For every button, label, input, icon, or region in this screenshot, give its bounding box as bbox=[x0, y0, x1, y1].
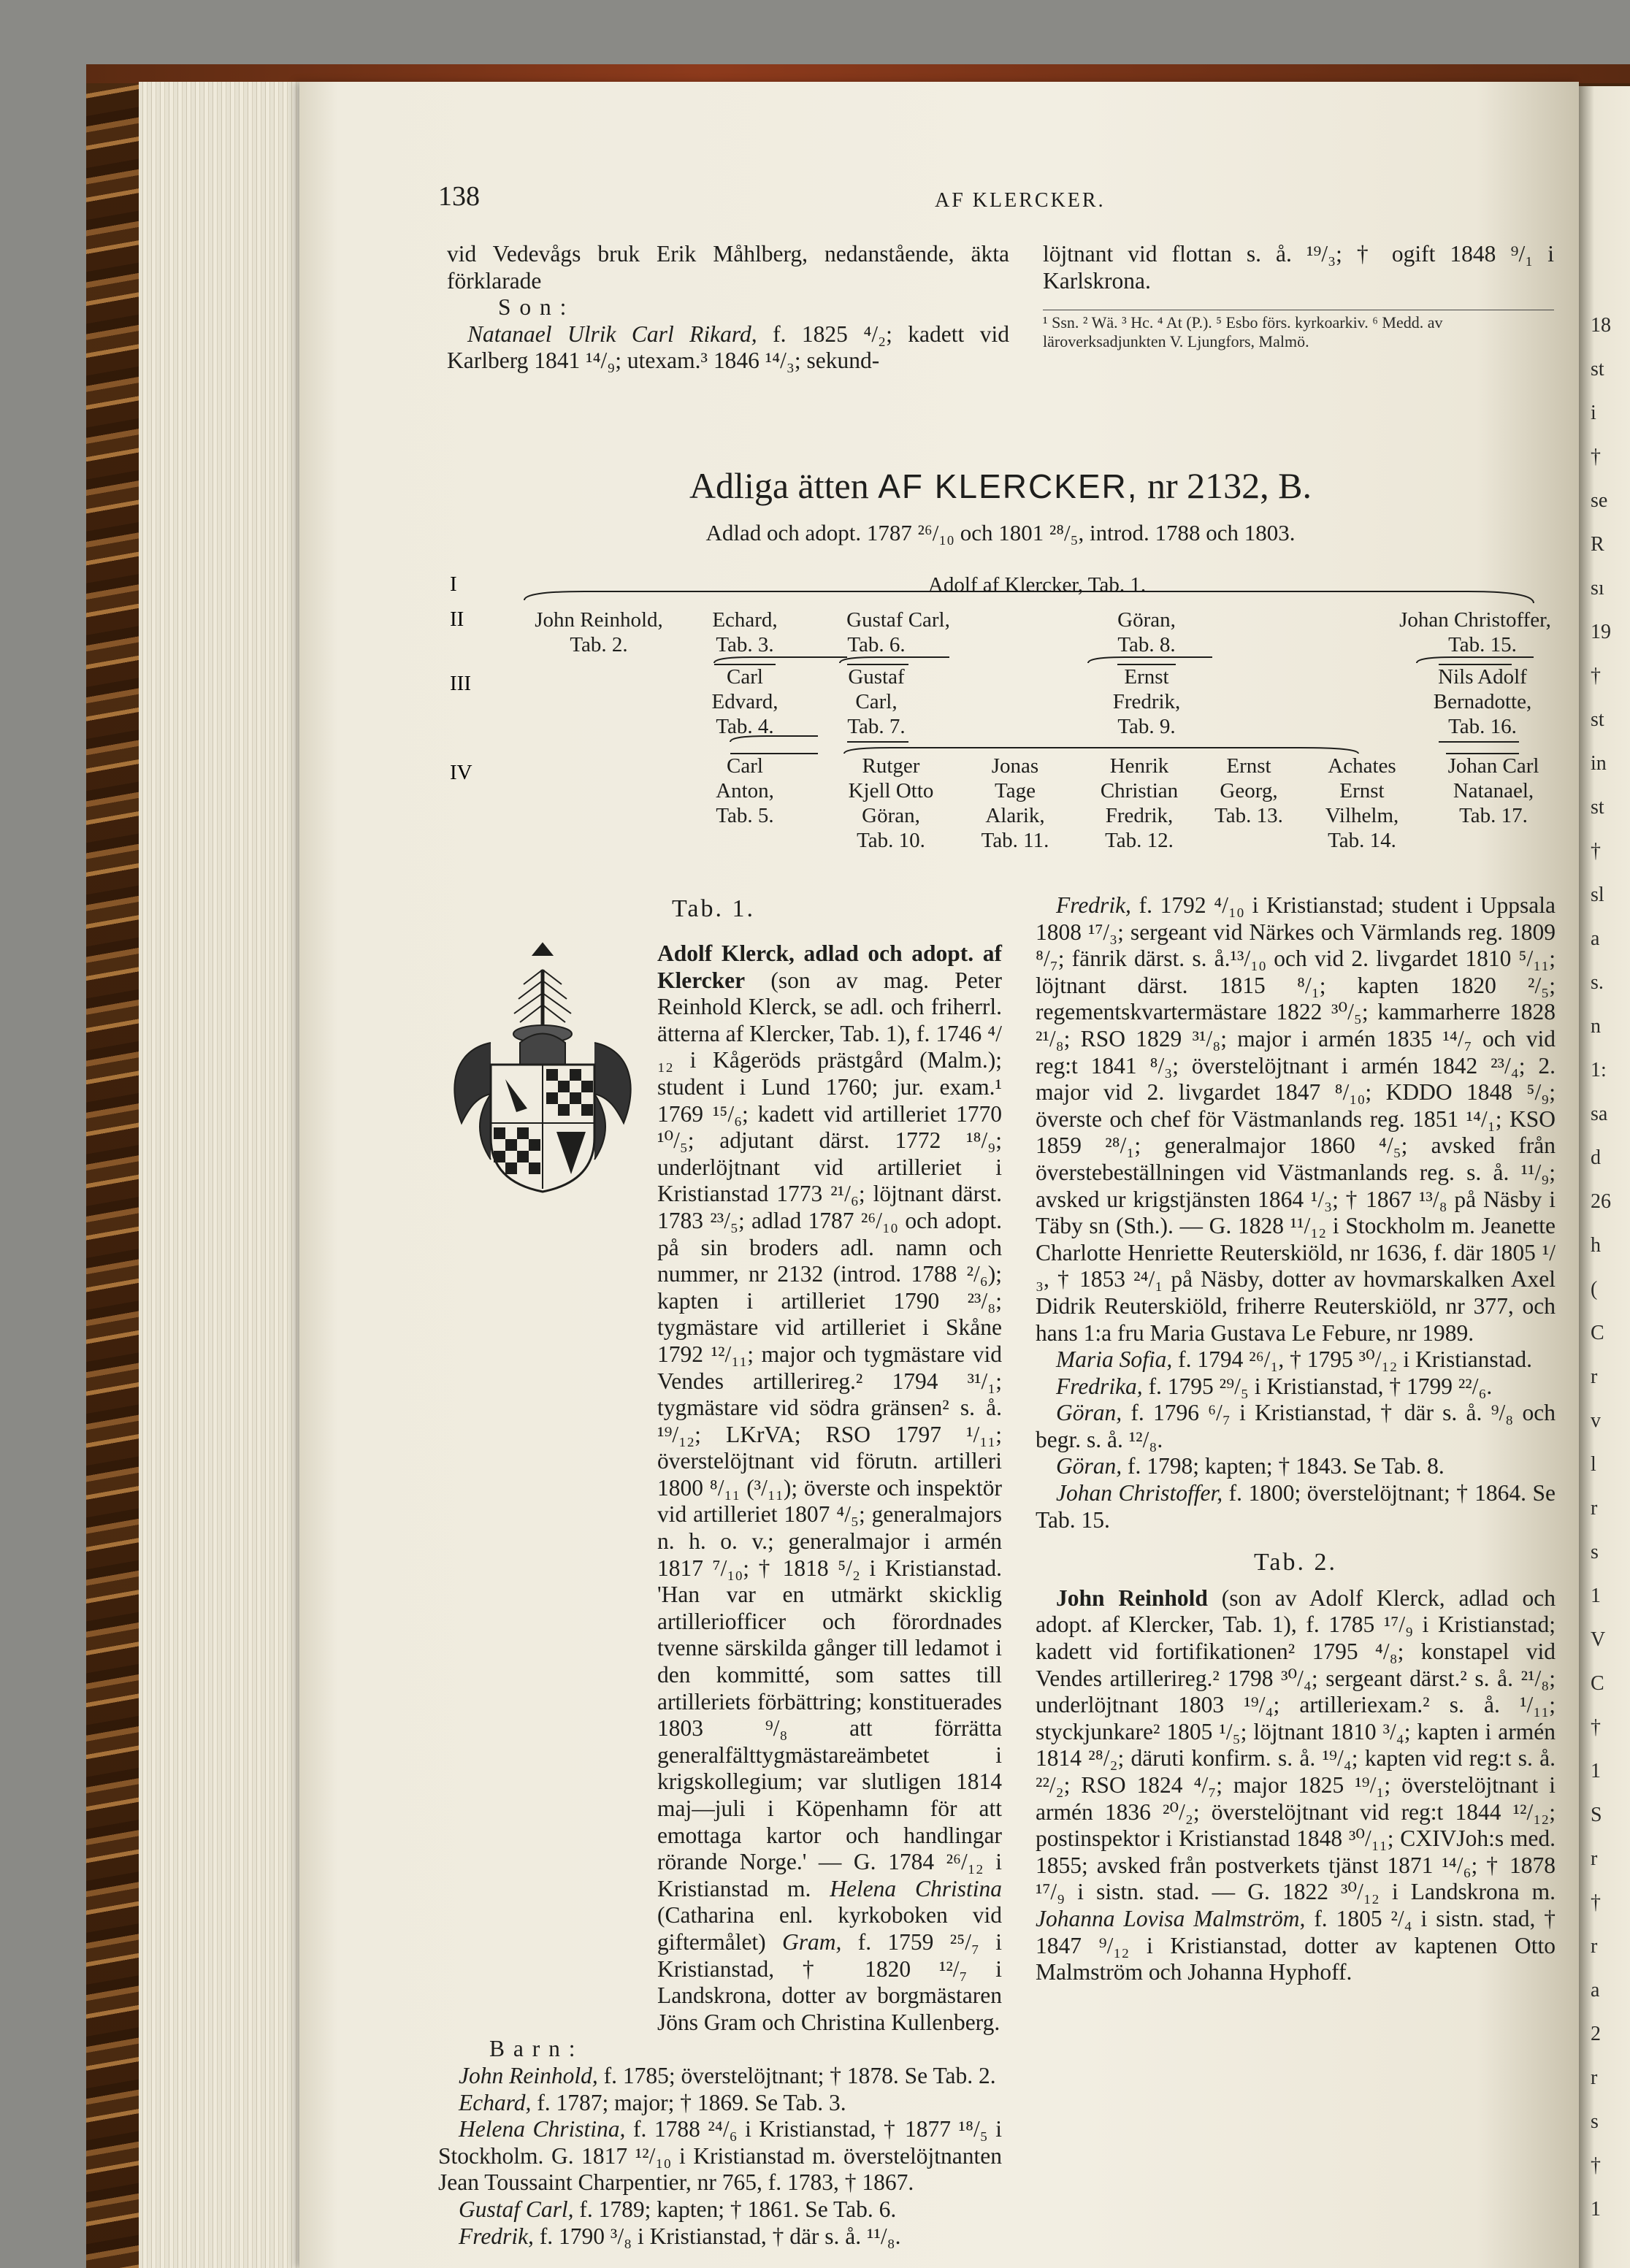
tree-tab: Tab. 10. bbox=[857, 829, 925, 852]
tab-1-wife-name: Helena Christina bbox=[830, 1875, 1002, 1901]
tree-tab: Tab. 15. bbox=[1448, 633, 1517, 656]
next-page-fragment: 1 bbox=[1591, 2198, 1601, 2221]
next-page-fragment: sı bbox=[1591, 577, 1604, 599]
next-page-fragment: 1 bbox=[1591, 1585, 1601, 1607]
tree-tab: Tab. 16. bbox=[1448, 715, 1517, 738]
tree-person: Johan Carl bbox=[1447, 754, 1539, 778]
next-page-fragment: 26 bbox=[1591, 1190, 1611, 1213]
right-column bbox=[1036, 892, 1556, 1986]
next-page-fragment: a bbox=[1591, 927, 1600, 950]
next-page-fragment: se bbox=[1591, 489, 1608, 512]
next-page-fragment: s bbox=[1591, 1541, 1599, 1563]
next-page-fragment: C bbox=[1591, 1672, 1604, 1695]
next-page-fragment: r bbox=[1591, 1847, 1598, 1870]
family-name: AF KLERCKER, bbox=[878, 467, 1139, 505]
top-left-column bbox=[447, 241, 1009, 375]
next-page-fragment: r bbox=[1591, 1935, 1598, 1958]
child-entry bbox=[438, 2063, 1002, 2090]
next-page-fragment: s. bbox=[1591, 971, 1604, 994]
tree-person: Ernst bbox=[1339, 779, 1385, 802]
next-page-fragment: sl bbox=[1591, 884, 1604, 906]
next-page-fragment: i bbox=[1591, 402, 1596, 424]
child-name: John Reinhold, bbox=[459, 2062, 598, 2088]
child-text: f. 1800; överstelöjtnant; † 1864. Se Tab. 15. bbox=[1036, 1480, 1556, 1533]
next-page-fragment: r bbox=[1591, 2066, 1598, 2089]
child-name: Helena Christina, bbox=[459, 2116, 626, 2142]
child-entry bbox=[1036, 1346, 1556, 1374]
family-tree bbox=[438, 562, 1577, 869]
tree-person: Alarik, bbox=[985, 804, 1045, 827]
tree-tab: Tab. 12. bbox=[1105, 829, 1174, 852]
tab-1-wife-details: f. 1759 ²⁵/₇ i Kristianstad, † 1820 ¹²/₇ i Landskrona, dotter av borgmästaren Jöns Gram och Christina Kullenberg. bbox=[657, 1928, 1003, 2035]
next-page-fragment: sa bbox=[1591, 1103, 1608, 1125]
next-page-fragment: † bbox=[1591, 840, 1601, 862]
heading-suffix: nr 2132, B. bbox=[1138, 465, 1312, 506]
child-entry bbox=[438, 2223, 1002, 2250]
tree-person: Fredrik, bbox=[1112, 690, 1181, 713]
child-entry bbox=[1036, 1374, 1556, 1401]
tab-1-person-name: Adolf Klerck, adlad och adopt. af Klercker bbox=[657, 940, 1002, 993]
tree-person: Rutger bbox=[862, 754, 920, 778]
tree-person: John Reinhold, bbox=[535, 608, 663, 632]
family-heading bbox=[438, 464, 1563, 507]
tree-tab: Tab. 9. bbox=[1117, 715, 1176, 738]
next-page-fragment: 1: bbox=[1591, 1059, 1607, 1081]
next-page-fragment: ( bbox=[1591, 1278, 1598, 1300]
next-page-fragment: † bbox=[1591, 1716, 1601, 1739]
tree-tab: Tab. 4. bbox=[716, 715, 774, 738]
tree-person: Vilhelm, bbox=[1325, 804, 1399, 827]
tab-1-intro bbox=[657, 940, 1002, 2036]
child-text: f. 1788 ²⁴/₆ i Kristianstad, † 1877 ¹⁸/₅ i Stockholm. G. 1817 ¹²/₁₀ i Kristianstad m. överstelöjtnanten Jean Toussaint Charpentier, nr 765, f. 1783, † 1867. bbox=[438, 2116, 1002, 2196]
next-page-fragment: s bbox=[1591, 2110, 1599, 2133]
child-entry bbox=[438, 2116, 1002, 2196]
tab-1-column bbox=[438, 940, 1002, 2250]
child-text: f. 1792 ⁴/₁₀ i Kristianstad; student i Uppsala 1808 ¹⁷/₃; sergeant vid Närkes och Värmlands reg. 1809 ⁸/₇; fänrik därst. s. å.¹³/₁₀ och vid 2. livgardet 1810 ⁵/₁₁; löjtnant därst. 1815 ⁸/₁; kapten 1820 ²/₅; regementskvartermästare 1822 ³⁰/₅; kammarherre 1828 ²¹/₈; RSO 1829 ³¹/₈; major i armén 1835 ¹⁴/₇ och vid reg:t 1841 ⁸/₃; överstelöjtnant i armén 1842 ²³/₄; 2. major vid 2. livgardet 1847 ⁸/₁₀; KDDO 1848 ⁵/₉; överste och chef för Västmanlands reg. 1851 ¹⁴/₁; KSO 1859 ²⁸/₁; generalmajor 1860 ⁴/₅; avsked från överstebeställningen vid Västmanlands reg. s. å. ¹¹/₉; avsked ur krigstjänsten 1864 ¹/₃; † 1867 ¹³/₈ på Näsby i Täby sn (Sth.). — G. 1828 ¹¹/₁₂ i Stockholm m. Jeanette Charlotte Henriette Reuterskiöld, nr 1636, f. där 1805 ¹/₃, † 1853 ²⁴/₁ på Näsby, dotter av hovmarskalken Axel Didrik Reuterskiöld, friherre Reuterskiöld, nr 377, och hans 1:a fru Maria Gustava Le Febure, nr 1989. bbox=[1036, 892, 1556, 1346]
next-page-fragment: S bbox=[1591, 1804, 1602, 1826]
tab-2-heading: Tab. 2. bbox=[1254, 1549, 1337, 1577]
tree-tab: Tab. 11. bbox=[981, 829, 1049, 852]
tree-person: Göran, bbox=[862, 804, 920, 827]
tab-2-wife-details: f. 1805 ²/₄ i sistn. stad, † 1847 ⁹/₁₂ i Kristianstad, dotter av kaptenen Otto Malmström och Johanna Hyphoff. bbox=[1036, 1905, 1556, 1985]
child-entry bbox=[1036, 1453, 1556, 1480]
next-page-fragment: in bbox=[1591, 752, 1607, 775]
tree-tab: Tab. 3. bbox=[716, 633, 774, 656]
child-text: f. 1798; kapten; † 1843. Se Tab. 8. bbox=[1122, 1453, 1445, 1479]
tree-person: Henrik bbox=[1109, 754, 1169, 778]
next-page-fragment: n bbox=[1591, 1015, 1601, 1038]
next-page-fragment: r bbox=[1591, 1365, 1598, 1388]
tree-person: Edvard, bbox=[711, 690, 778, 713]
child-name: Gustaf Carl, bbox=[459, 2196, 574, 2222]
generation-label: I bbox=[450, 572, 457, 596]
next-page-edge bbox=[1579, 86, 1630, 2268]
next-page-fragment: st bbox=[1591, 708, 1604, 731]
child-name: Göran, bbox=[1056, 1453, 1122, 1479]
next-page-fragment: 18 bbox=[1591, 314, 1611, 337]
tab-2-biography: (son av Adolf Klerck, adlad och adopt. af Klercker, Tab. 1), f. 1785 ¹⁷/₉ i Kristianstad; kadett vid fortifikationen² 1795 ⁴/₈; konstapel vid Vendes artillerireg.² 1798 ³⁰/₄; sergeant därst.² s. å. ²¹/₈; underlöjtnant 1803 ¹⁹/₄; artilleriexam.² s. å. ¹/₁₁; styckjunkare² 1805 ¹/₅; löjtnant 1810 ³/₄; kapten i armén 1814 ²⁸/₂; däruti konfirm. s. å. ¹⁹/₄; kapten vid reg:t s. å. ²²/₂; RSO 1824 ⁴/₇; major 1825 ¹⁹/₁; överstelöjtnant i armén 1836 ²⁰/₂; överstelöjtnant vid reg:t 1844 ¹²/₁₂; postinspektor i Kristianstad 1848 ³⁰/₁₁; CXIVJoh:s med. 1855; avsked från postverkets tjänst 1871 ¹⁴/₆; † 1878 ¹⁷/₉ i sistn. stad. — G. 1822 ³⁰/₁₂ i Landskrona m. bbox=[1036, 1585, 1556, 1905]
tree-person: Carl, bbox=[855, 690, 898, 713]
child-name: Göran, bbox=[1056, 1400, 1122, 1426]
tree-person: Carl bbox=[727, 754, 763, 778]
tab-1-wife-note: (Catharina enl. kyrkoboken vid giftermålet) bbox=[657, 1902, 1002, 1955]
next-page-fragment: st bbox=[1591, 358, 1604, 380]
next-page-fragment: 1 bbox=[1591, 1760, 1601, 1782]
tab-2-wife-name: Johanna Lovisa Malmström, bbox=[1036, 1905, 1306, 1931]
child-name: Fredrika, bbox=[1056, 1373, 1143, 1399]
child-entry bbox=[438, 2196, 1002, 2223]
page-edges bbox=[139, 82, 307, 2268]
child-entry bbox=[438, 2090, 1002, 2117]
tree-person: Achates bbox=[1328, 754, 1396, 778]
tree-person: Johan Christoffer, bbox=[1399, 608, 1551, 632]
son-name: Natanael Ulrik Carl Rikard, bbox=[467, 321, 757, 347]
next-page-fragment: a bbox=[1591, 1979, 1600, 2001]
next-page-fragment: † bbox=[1591, 445, 1601, 468]
tree-person: Gustaf bbox=[848, 665, 905, 689]
tab-1-wife-surname: Gram, bbox=[782, 1928, 842, 1955]
tree-person: Kjell Otto bbox=[848, 779, 934, 802]
next-page-fragment: st bbox=[1591, 796, 1604, 819]
tree-tab: Tab. 5. bbox=[716, 804, 774, 827]
child-entry bbox=[1036, 892, 1556, 1346]
child-entry bbox=[1036, 1400, 1556, 1453]
next-page-fragment: l bbox=[1591, 1453, 1596, 1476]
tree-person: Georg, bbox=[1220, 779, 1278, 802]
next-page-fragment: d bbox=[1591, 1146, 1601, 1169]
next-page-fragment: † bbox=[1591, 1891, 1601, 1914]
child-name: Fredrik, bbox=[1056, 892, 1131, 918]
child-text: f. 1794 ²⁶/₁, † 1795 ³⁰/₁₂ i Kristianstad. bbox=[1172, 1346, 1533, 1373]
tree-person: Anton, bbox=[716, 779, 774, 802]
child-name: Fredrik, bbox=[459, 2223, 534, 2249]
tree-person: Bernadotte, bbox=[1433, 690, 1532, 713]
tree-person: Jonas bbox=[991, 754, 1039, 778]
child-text: f. 1787; major; † 1869. Se Tab. 3. bbox=[531, 2089, 846, 2115]
next-page-fragment: 19 bbox=[1591, 621, 1611, 643]
generation-label: IV bbox=[450, 761, 472, 784]
tree-root: Adolf af Klercker, Tab. 1. bbox=[927, 573, 1147, 597]
child-name: Johan Christoffer, bbox=[1056, 1480, 1223, 1506]
next-page-fragment: R bbox=[1591, 533, 1604, 556]
son-label: S o n : bbox=[498, 294, 568, 321]
tree-person: Echard, bbox=[712, 608, 778, 632]
child-text: f. 1795 ²⁹/₅ i Kristianstad, † 1799 ²²/₆. bbox=[1142, 1373, 1493, 1399]
next-page-fragment: r bbox=[1591, 1497, 1598, 1520]
tab-2-entry bbox=[1036, 1585, 1556, 1986]
tree-tab: Tab. 2. bbox=[570, 633, 628, 656]
tree-tab: Tab. 6. bbox=[847, 633, 906, 656]
next-page-fragment: C bbox=[1591, 1322, 1604, 1344]
tree-tab: Tab. 7. bbox=[847, 715, 906, 738]
tree-tab: Tab. 13. bbox=[1214, 804, 1283, 827]
generation-label: II bbox=[450, 608, 464, 631]
tree-person: Christian bbox=[1100, 779, 1179, 802]
child-name: Maria Sofia, bbox=[1056, 1346, 1173, 1373]
next-page-fragment: V bbox=[1591, 1628, 1606, 1651]
tree-person: Nils Adolf bbox=[1438, 665, 1527, 689]
next-page-fragment: v bbox=[1591, 1409, 1601, 1432]
child-text: f. 1790 ³/₈ i Kristianstad, † där s. å. ¹¹/₈. bbox=[533, 2223, 901, 2249]
tab-1-biography: (son av mag. Peter Reinhold Klerck, se adl. och friherrl. ätterna af Klercker, Tab. 1), f. 1746 ⁴/₁₂ i Kågeröds prästgård (Malm.); student i Lund 1760; jur. exam.¹ 1769 ¹⁵/₆; kadett vid artilleriet 1770 ¹⁰/₅; adjutant därst. 1772 ¹⁸/₉; underlöjtnant vid artilleriet i Kristianstad 1773 ²¹/₆; löjtnant därst. 1783 ²³/₅; adlad 1787 ²⁶/₁₀ och adopt. på sin broders adl. namn och nummer, nr 2132 (introd. 1788 ²/₆); kapten i artilleriet 1790 ²³/₈; tygmästare vid artilleriet i Skåne 1792 ¹²/₁₁; major och tygmästare vid Vendes artillerireg.² 1794 ³¹/₁; tygmästare vid södra gränsen² s. å. ¹⁹/₁₂; LKrVA; RSO 1797 ¹/₁₁; överstelöjtnant vid förutn. artilleri 1800 ⁸/₁₁ (³/₁₁); överste och inspektör vid artilleriet 1807 ⁴/₅; generalmajors n. h. o. v.; generalmajor i armén 1817 ⁷/₁₀; † 1818 ⁵/₂ i Kristianstad. 'Han var en utmärkt skicklig artilleriofficer och förordnades tvenne särskilda gånger till ledamot i den kommitté, som sattes till artilleriets förbättring; konstituerades 1803 ⁹/₈ att förrätta generalfälttygmästareämbetet i krigskollegium; var slutligen 1814 maj—juli i Köpenhamn för att emottaga kartor och handlingar rörande Norge.' — G. 1784 ²⁶/₁₂ i Kristianstad m. bbox=[657, 967, 1002, 1901]
page-number: 138 bbox=[438, 181, 480, 212]
book-headband bbox=[86, 64, 1630, 83]
tree-person: Ernst bbox=[1226, 754, 1271, 778]
son-text: f. 1825 ⁴/₂; kadett vid Karlberg 1841 ¹⁴/₉; utexam.³ 1846 ¹⁴/₃; sekund- bbox=[447, 321, 1009, 374]
running-title: AF KLERCKER. bbox=[935, 189, 1106, 212]
tree-person: Gustaf Carl, bbox=[846, 608, 950, 632]
top-left-paragraph: vid Vedevågs bruk Erik Måhlberg, nedanstående, äkta förklarade bbox=[447, 241, 1009, 294]
heading-prefix: Adliga ätten bbox=[689, 465, 879, 506]
next-page-fragment: h bbox=[1591, 1234, 1601, 1257]
next-page-fragment: 2 bbox=[1591, 2023, 1601, 2045]
tree-person: Ernst bbox=[1124, 665, 1169, 689]
top-right-paragraph: löjtnant vid flottan s. å. ¹⁹/₃; † ogift 1848 ⁹/₁ i Karlskrona. bbox=[1043, 241, 1554, 294]
child-name: Echard, bbox=[459, 2089, 532, 2115]
top-right-column bbox=[1043, 241, 1554, 294]
child-text: f. 1785; överstelöjtnant; † 1878. Se Tab. 2. bbox=[597, 2062, 996, 2088]
generation-label: III bbox=[450, 672, 471, 695]
tree-tab: Tab. 14. bbox=[1328, 829, 1396, 852]
next-page-fragment: † bbox=[1591, 2154, 1601, 2177]
child-text: f. 1796 ⁶/₇ i Kristianstad, † där s. å. ⁹/₈ och begr. s. å. ¹²/₈. bbox=[1036, 1400, 1556, 1452]
tree-person: Göran, bbox=[1117, 608, 1176, 632]
ennoblement-line: Adlad och adopt. 1787 ²⁶/₁₀ och 1801 ²⁸/₅, introd. 1788 och 1803. bbox=[705, 520, 1296, 545]
children-label: B a r n : bbox=[489, 2036, 577, 2062]
tree-person: Tage bbox=[995, 779, 1036, 802]
child-text: f. 1789; kapten; † 1861. Se Tab. 6. bbox=[573, 2196, 897, 2222]
footnotes: ¹ Ssn. ² Wä. ³ Hc. ⁴ At (P.). ⁵ Esbo förs. kyrkoarkiv. ⁶ Medd. av läroverksadjunkten V. Ljungfors, Malmö. bbox=[1043, 310, 1554, 351]
tree-person: Fredrik, bbox=[1105, 804, 1174, 827]
tab-2-person-name: John Reinhold bbox=[1056, 1585, 1208, 1611]
tab-1-heading: Tab. 1. bbox=[672, 895, 755, 922]
child-entry bbox=[1036, 1480, 1556, 1533]
tree-person: Natanael, bbox=[1453, 779, 1534, 802]
tree-tab: Tab. 8. bbox=[1117, 633, 1176, 656]
tree-tab: Tab. 17. bbox=[1459, 804, 1528, 827]
next-page-fragment: † bbox=[1591, 664, 1601, 687]
tree-person: Carl bbox=[727, 665, 763, 689]
